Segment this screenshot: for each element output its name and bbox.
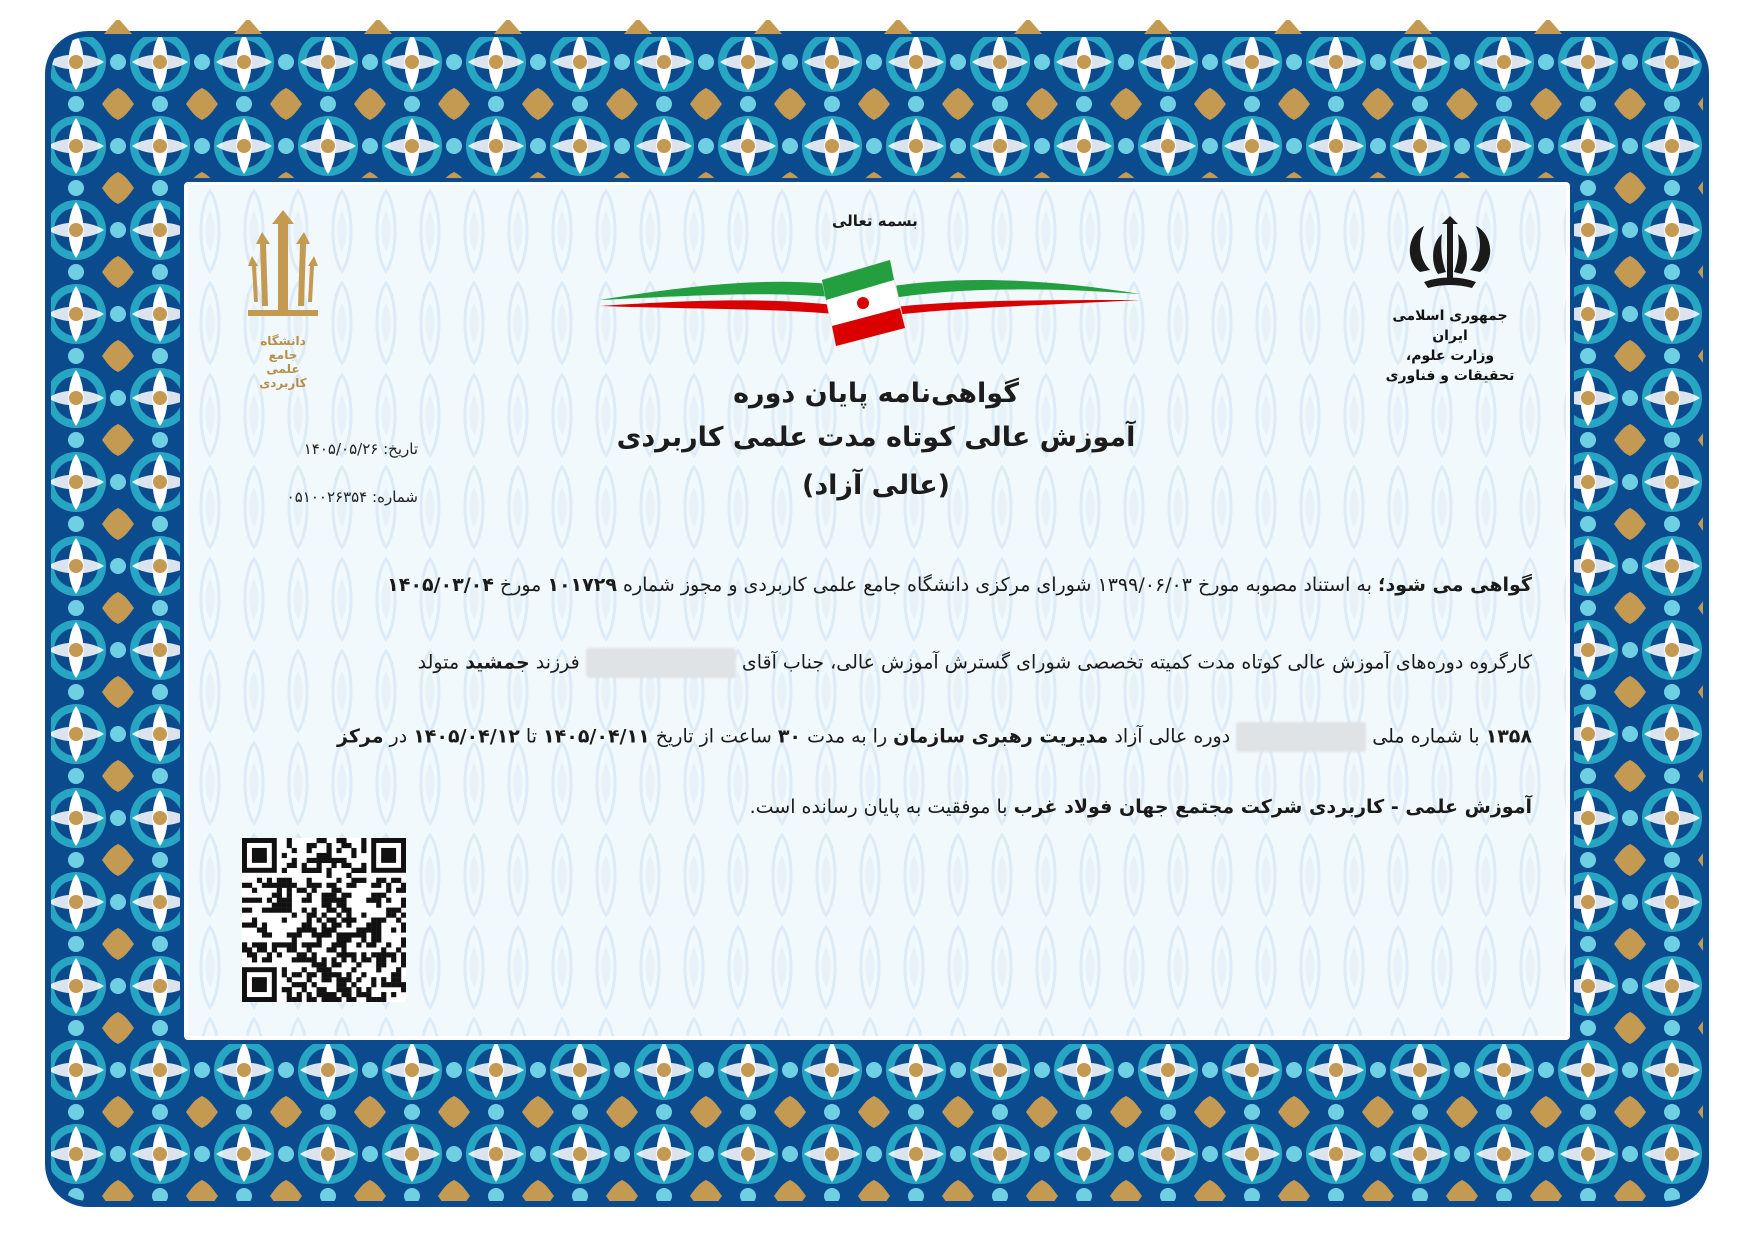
date-value: ۱۴۰۵/۰۵/۲۶ — [303, 440, 379, 458]
body-line-3 — [337, 722, 1532, 752]
body-text: را به مدت — [807, 725, 888, 748]
redacted-national-id — [1236, 722, 1366, 752]
date-row — [268, 440, 418, 458]
iran-emblem-icon — [1380, 212, 1520, 302]
date-label: تاریخ: — [383, 440, 418, 458]
bismillah-text: بسمه تعالی — [832, 212, 918, 230]
certificate-title: گواهی‌نامه پایان دوره — [733, 378, 1019, 409]
university-logo-icon — [248, 210, 318, 330]
certify-lead: گواهی می شود؛ — [1377, 574, 1532, 596]
qr-code — [242, 838, 406, 1002]
father-name: جمشید — [465, 651, 530, 674]
iran-flag-icon — [600, 250, 1140, 346]
body-text: متولد — [417, 651, 460, 674]
end-date: ۱۴۰۵/۰۴/۱۲ — [413, 725, 520, 748]
body-text: مورخ — [499, 574, 542, 596]
body-text: با موفقیت به پایان رسانده است. — [749, 796, 1008, 818]
university-name-line2: علمی کاربردی — [259, 362, 307, 390]
ministry-line2: وزارت علوم، تحقیقات و فناوری — [1385, 348, 1515, 384]
body-text: کارگروه دوره‌های آموزش عالی کوتاه مدت کمیته تخصصی شورای گسترش آموزش عالی، جناب آقای — [741, 651, 1532, 674]
body-line-1 — [387, 574, 1532, 596]
number-label: شماره: — [372, 488, 418, 506]
body-text: فرزند — [535, 651, 580, 674]
course-name: مدیریت رهبری سازمان — [893, 725, 1109, 748]
ministry-line1: جمهوری اسلامی ایران — [1392, 308, 1508, 344]
body-line-2 — [418, 648, 1532, 678]
license-date: ۱۴۰۵/۰۳/۰۴ — [387, 574, 494, 596]
body-text: با شماره ملی — [1372, 725, 1480, 748]
start-date: ۱۴۰۵/۰۴/۱۱ — [543, 725, 650, 748]
certificate-subtitle-paren: (عالی آزاد) — [801, 470, 951, 501]
number-value: ۰۵۱۰۰۲۶۳۵۴ — [286, 488, 368, 506]
body-text: دوره عالی آزاد — [1114, 725, 1231, 748]
body-text: به استناد مصوبه مورخ ۱۳۹۹/۰۶/۰۳ شورای مرکزی دانشگاه جامع علمی کاربردی و مجوز شماره — [623, 574, 1372, 596]
body-text: ساعت از تاریخ — [655, 725, 772, 748]
university-logo — [248, 210, 318, 390]
number-row — [240, 488, 418, 506]
center-name: آموزش علمی - کاربردی شرکت مجتمع جهان فولاد غرب — [1013, 796, 1532, 818]
university-name-line1: دانشگاه جامع — [260, 334, 306, 362]
center-word: مرکز — [337, 725, 384, 748]
body-text: تا — [525, 725, 537, 748]
body-line-4 — [750, 796, 1532, 818]
qr-code-icon — [242, 838, 406, 1002]
birth-year: ۱۳۵۸ — [1485, 725, 1532, 748]
course-hours: ۳۰ — [777, 725, 802, 748]
body-text: در — [389, 725, 408, 748]
redacted-name — [586, 648, 736, 678]
certificate-subtitle: آموزش عالی کوتاه مدت علمی کاربردی — [616, 422, 1136, 453]
ministry-block — [1380, 212, 1520, 386]
license-number: ۱۰۱۷۲۹ — [547, 574, 617, 596]
